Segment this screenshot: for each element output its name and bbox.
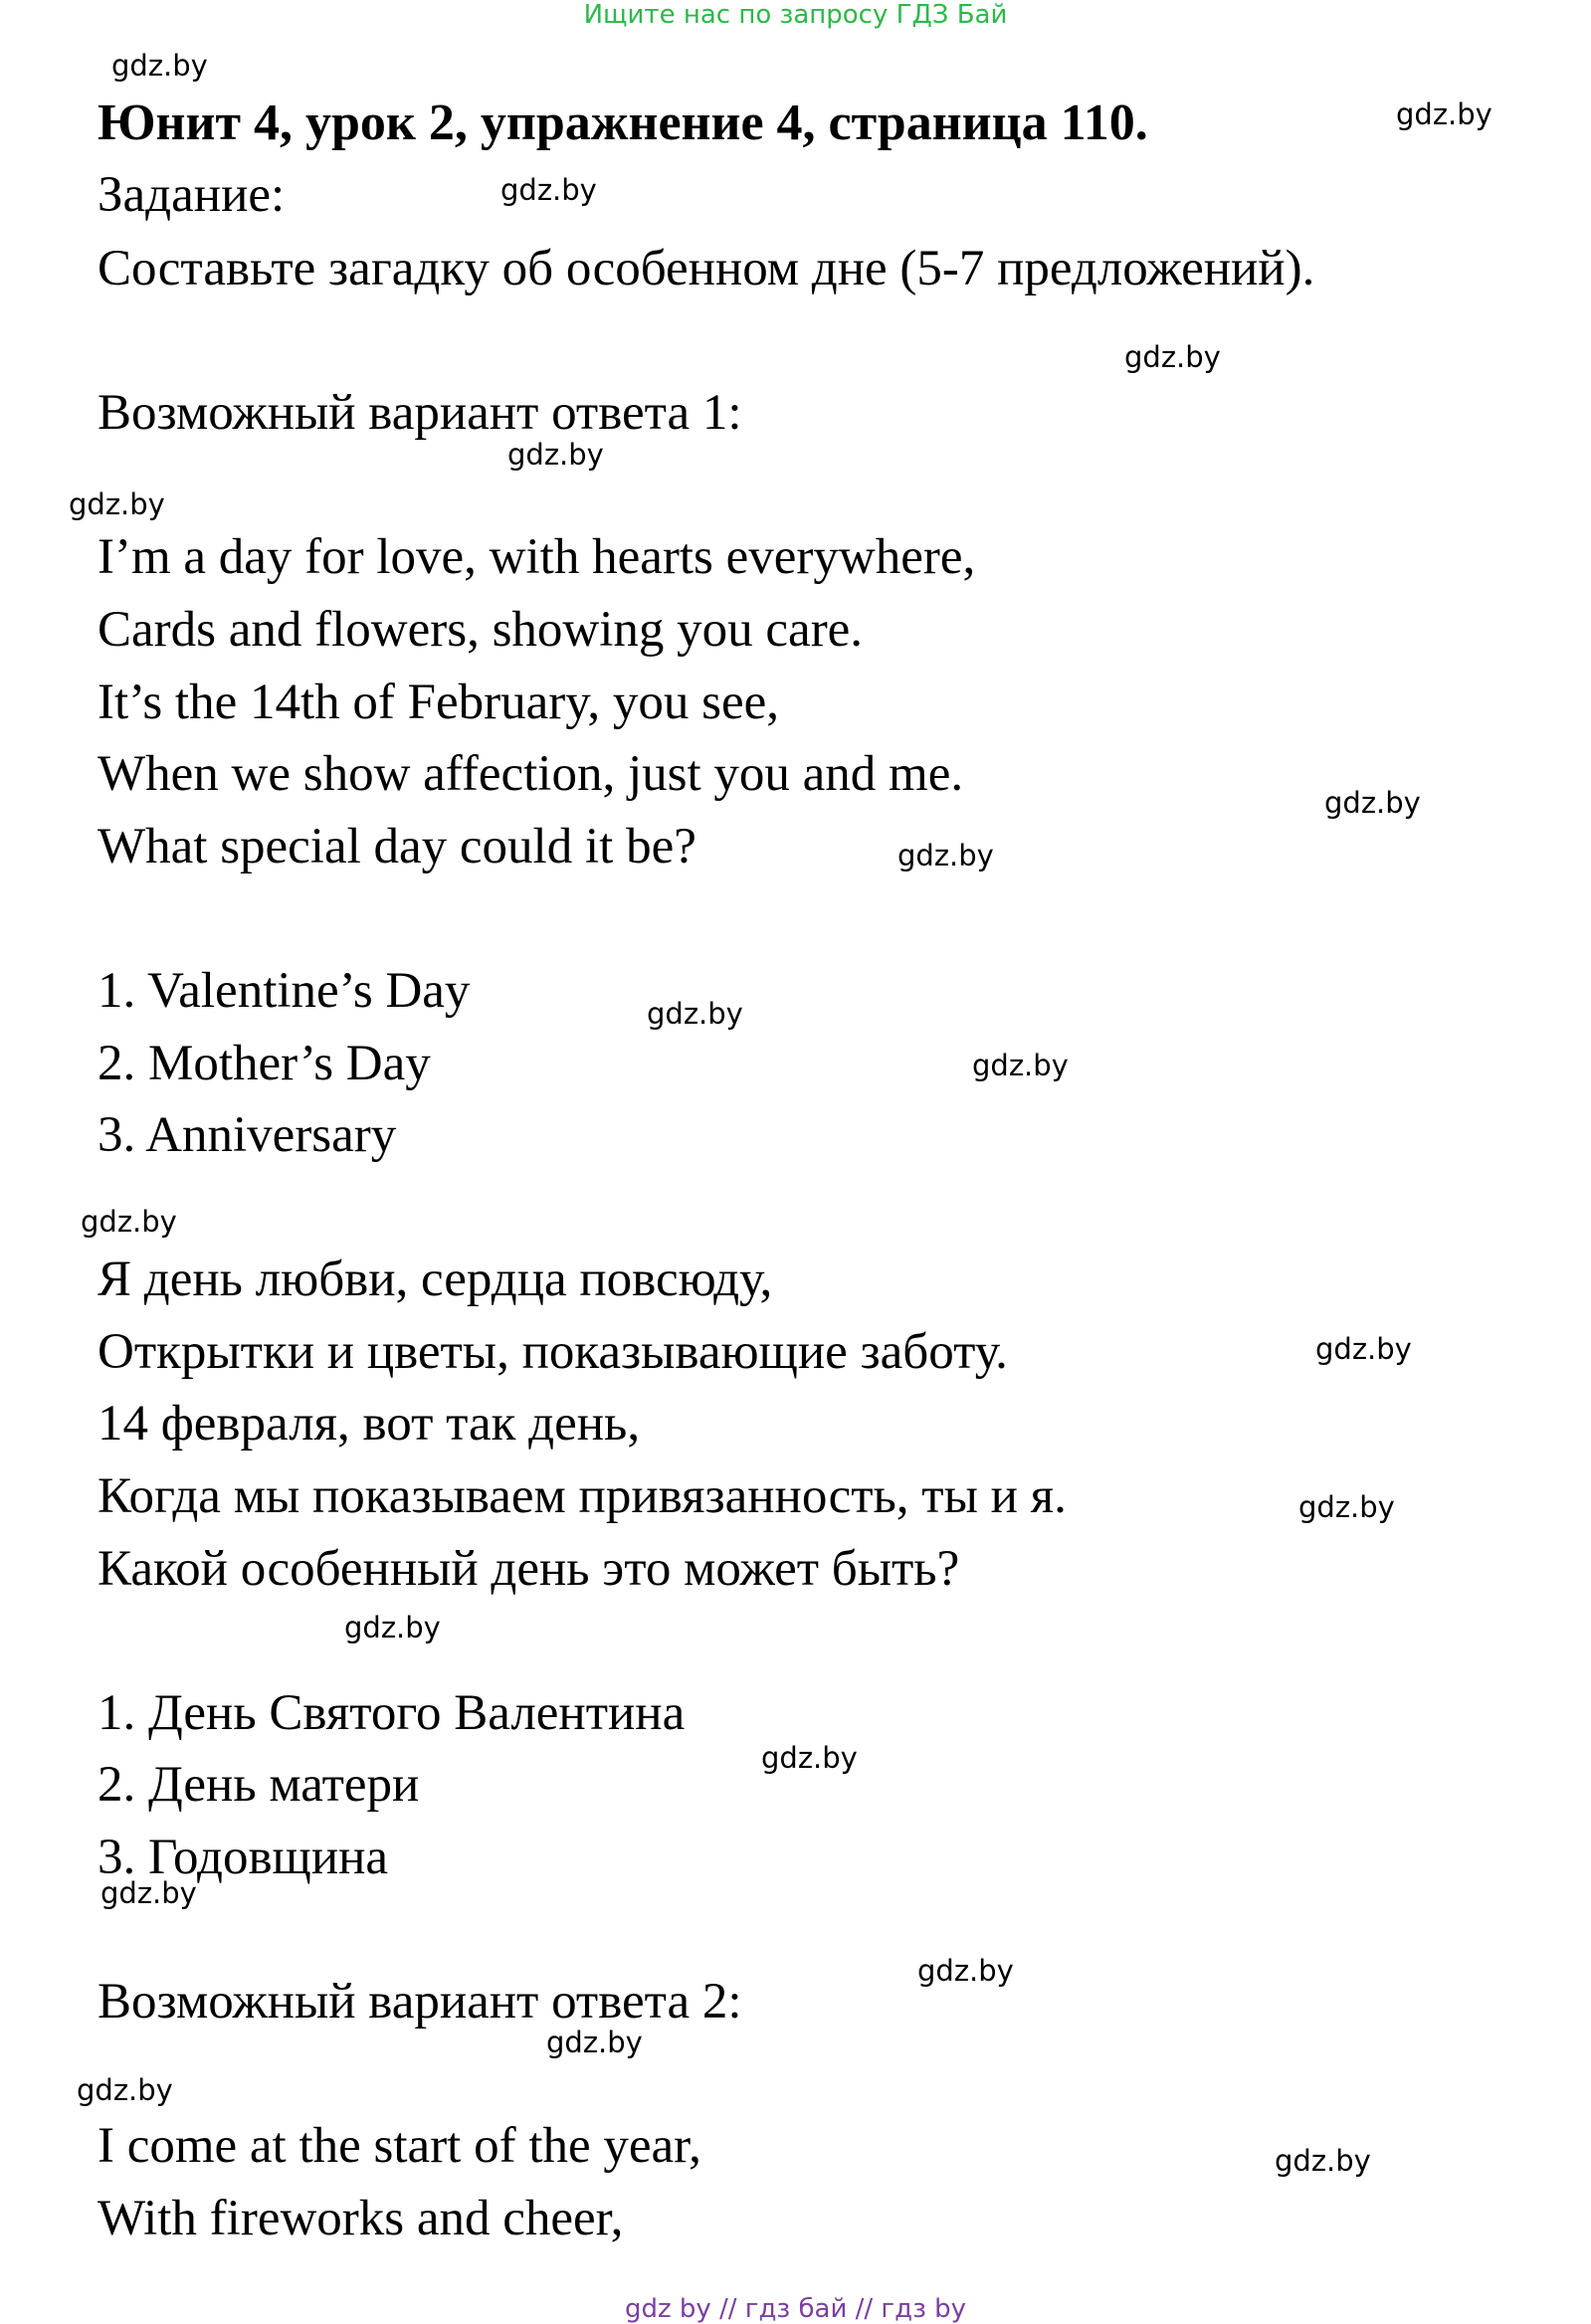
watermark: gdz.by xyxy=(897,839,994,872)
riddle-line: Cards and flowers, showing you care. xyxy=(98,602,864,658)
watermark: gdz.by xyxy=(1298,1490,1395,1524)
watermark: gdz.by xyxy=(647,997,743,1031)
translation-option: 1. День Святого Валентина xyxy=(98,1685,686,1741)
translation-line: Открытки и цветы, показывающие заботу. xyxy=(98,1324,1008,1380)
riddle-line: I’m a day for love, with hearts everywhere, xyxy=(98,529,976,585)
riddle-line: With fireworks and cheer, xyxy=(98,2191,624,2246)
watermark: gdz.by xyxy=(1275,2144,1371,2178)
watermark: gdz.by xyxy=(500,173,597,207)
watermark: gdz.by xyxy=(972,1049,1069,1082)
watermark: gdz.by xyxy=(69,487,165,521)
translation-option: 3. Годовщина xyxy=(98,1830,389,1885)
task-label: Задание: xyxy=(98,167,286,223)
watermark: gdz.by xyxy=(1324,786,1421,820)
search-banner: Ищите нас по запросу ГДЗ Бай xyxy=(583,0,1008,30)
watermark: gdz.by xyxy=(761,1741,858,1775)
variant-2-heading: Возможный вариант ответа 2: xyxy=(98,1974,742,2030)
page-title: Юнит 4, урок 2, упражнение 4, страница 110. xyxy=(98,95,1148,151)
watermark: gdz.by xyxy=(1124,340,1221,374)
translation-line: Какой особенный день это может быть? xyxy=(98,1541,960,1597)
riddle-line: When we show affection, just you and me. xyxy=(98,746,964,802)
watermark: gdz.by xyxy=(111,49,208,83)
translation-option: 2. День матери xyxy=(98,1757,420,1813)
watermark: gdz.by xyxy=(100,1876,197,1910)
translation-line: Я день любви, сердца повсюду, xyxy=(98,1252,773,1307)
watermark: gdz.by xyxy=(1396,97,1492,131)
translation-line: Когда мы показываем привязанность, ты и я. xyxy=(98,1468,1067,1524)
task-text: Составьте загадку об особенном дне (5-7 предложений). xyxy=(98,241,1315,296)
translation-line: 14 февраля, вот так день, xyxy=(98,1396,641,1452)
riddle-line: What special day could it be? xyxy=(98,819,696,874)
watermark: gdz.by xyxy=(507,438,604,472)
watermark: gdz.by xyxy=(77,2073,173,2107)
watermark: gdz.by xyxy=(81,1205,177,1239)
variant-1-heading: Возможный вариант ответа 1: xyxy=(98,385,742,441)
answer-option: 1. Valentine’s Day xyxy=(98,963,471,1019)
answer-option: 2. Mother’s Day xyxy=(98,1036,431,1091)
riddle-line: I come at the start of the year, xyxy=(98,2118,701,2174)
watermark: gdz.by xyxy=(546,2026,643,2059)
riddle-line: It’s the 14th of February, you see, xyxy=(98,675,780,730)
footer-links: gdz by // гдз бай // гдз by xyxy=(624,2294,967,2324)
answer-option: 3. Anniversary xyxy=(98,1107,397,1163)
watermark: gdz.by xyxy=(917,1954,1014,1988)
watermark: gdz.by xyxy=(1315,1332,1412,1366)
watermark: gdz.by xyxy=(344,1611,441,1645)
